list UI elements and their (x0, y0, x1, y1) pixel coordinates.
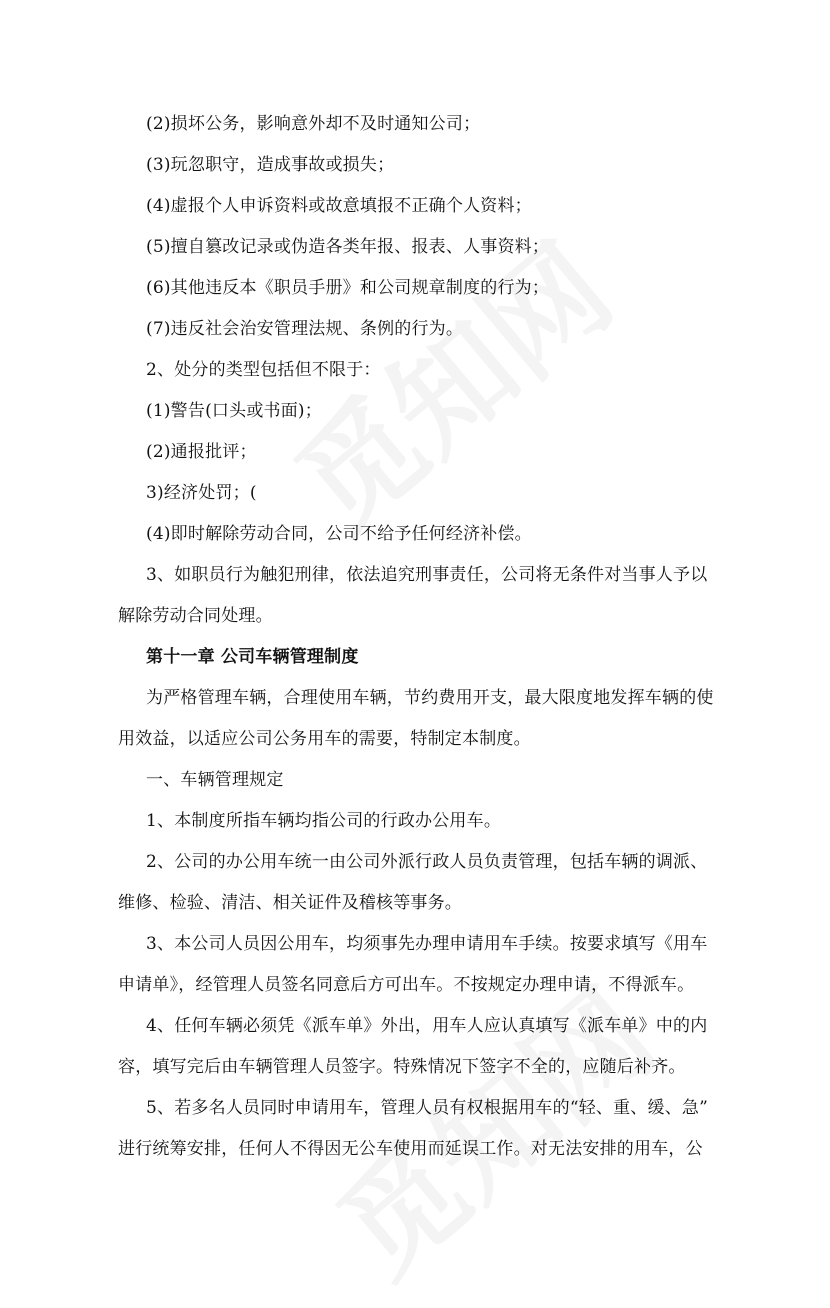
text-line: (6)其他违反本《职员手册》和公司规章制度的行为； (146, 278, 550, 298)
text-line: (7)违反社会治安管理法规、条例的行为。 (146, 319, 464, 339)
text-line: 2、处分的类型包括但不限于： (146, 360, 381, 380)
text-line: 进行统筹安排，任何人不得因无公车使用而延误工作。对无法安排的用车，公 (118, 1139, 703, 1159)
text-line: 一、车辆管理规定 (146, 770, 284, 790)
text-line: (1)警告(口头或书面)； (146, 401, 322, 421)
text-line: (2)损坏公务，影响意外却不及时通知公司； (146, 114, 481, 134)
text-line: (2)通报批评； (146, 442, 257, 462)
text-line: 容，填写完后由车辆管理人员签字。特殊情况下签字不全的，应随后补齐。 (118, 1057, 686, 1077)
text-line: (4)虚报个人申诉资料或故意填报不正确个人资料； (146, 196, 532, 216)
text-line: 1、本制度所指车辆均指公司的行政办公用车。 (146, 811, 502, 831)
text-line: 4、任何车辆必须凭《派车单》外出，用车人应认真填写《派车单》中的内 (146, 1016, 708, 1036)
text-line: 维修、检验、清洁、相关证件及稽核等事务。 (118, 893, 462, 913)
text-line: 为严格管理车辆，合理使用车辆，节约费用开支，最大限度地发挥车辆的使 (146, 688, 714, 708)
text-line: 3、本公司人员因公用车，均须事先办理申请用车手续。按要求填写《用车 (146, 934, 708, 954)
text-line: (4)即时解除劳动合同，公司不给予任何经济补偿。 (146, 524, 532, 544)
text-line: (3)玩忽职守，造成事故或损失； (146, 155, 395, 175)
text-line: 用效益，以适应公司公务用车的需要，特制定本制度。 (118, 729, 531, 749)
text-line: 2、公司的办公用车统一由公司外派行政人员负责管理，包括车辆的调派、 (146, 852, 708, 872)
text-line: 3)经济处罚；( (146, 483, 257, 503)
text-line: (5)擅自篡改记录或伪造各类年报、报表、人事资料； (146, 237, 550, 257)
text-line: 解除劳动合同处理。 (118, 606, 273, 626)
text-line: 申请单》，经管理人员签名同意后方可出车。不按规定办理申请，不得派车。 (118, 975, 695, 995)
chapter-heading: 第十一章 公司车辆管理制度 (146, 647, 359, 667)
text-line: 5、若多名人员同时申请用车，管理人员有权根据用车的“轻、重、缓、急” (146, 1098, 708, 1118)
text-line: 3、如职员行为触犯刑律，依法追究刑事责任，公司将无条件对当事人予以 (146, 565, 708, 585)
document-body (118, 104, 718, 1170)
